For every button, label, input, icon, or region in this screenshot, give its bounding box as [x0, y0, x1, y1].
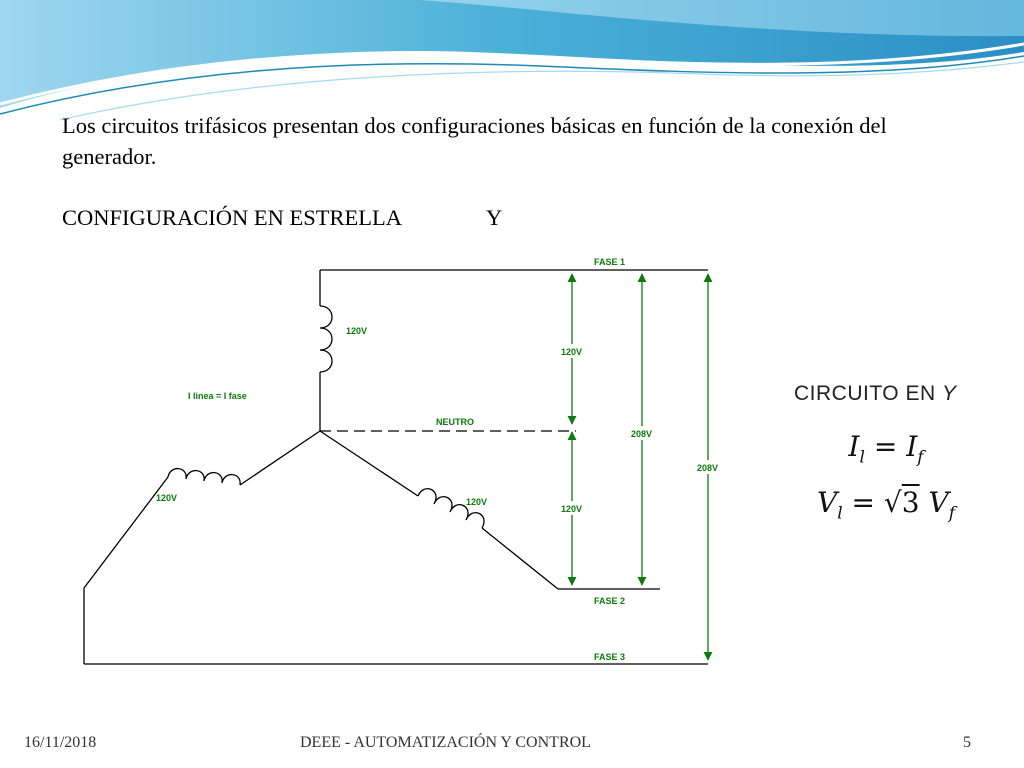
f1-lhs: I — [848, 430, 860, 463]
label-fase2: FASE 2 — [594, 596, 626, 606]
label-fase1: FASE 1 — [594, 257, 626, 267]
label-fase3: FASE 3 — [594, 652, 626, 662]
footer-date: 16/11/2018 — [24, 734, 97, 751]
footer-center-text: DEEE - AUTOMATIZACIÓN Y CONTROL — [300, 734, 591, 751]
f2-lhs-sub: l — [837, 503, 843, 524]
label-coil-right: 120V — [466, 497, 488, 507]
formula-heading — [794, 382, 956, 406]
label-current-relation: I linea = I fase — [188, 391, 247, 401]
wire-center-left — [240, 431, 320, 485]
coil-top — [320, 306, 332, 372]
intro-text: Los circuitos trifásicos presentan dos configuraciones básicas en función de la conexión del generador. — [62, 113, 887, 169]
label-coil-left: 120V — [156, 493, 178, 503]
star-circuit-diagram — [62, 248, 768, 674]
f2-lhs: V — [816, 486, 838, 519]
label-coil-top: 120V — [346, 326, 368, 336]
coil-right — [418, 489, 484, 528]
config-symbol: Y — [486, 205, 503, 230]
footer-page-number: 5 — [963, 734, 971, 751]
label-v-lower: 120V — [561, 504, 583, 514]
f1-rhs: I — [906, 430, 918, 463]
formula-heading-text: CIRCUITO EN — [794, 382, 936, 405]
f2-root: 3 — [901, 486, 920, 519]
label-neutro: NEUTRO — [436, 417, 474, 427]
wire-center-right — [320, 431, 418, 496]
formula-voltage-relation: $V_l = √3$ $V_f$ — [816, 486, 956, 524]
label-v-mid: 208V — [631, 429, 653, 439]
wire-right-down — [482, 528, 558, 589]
label-v-upper: 120V — [561, 347, 583, 357]
formula-current-relation: $I_l = I_f$ — [848, 430, 924, 468]
coil-left — [168, 469, 240, 485]
formula-card — [784, 374, 988, 540]
f1-lhs-sub: l — [859, 447, 865, 468]
config-title: CONFIGURACIÓN EN ESTRELLA — [62, 205, 402, 230]
formula-heading-symbol: Y — [941, 382, 957, 405]
f2-rhs: V — [928, 486, 949, 519]
sqrt-symbol: √3 — [883, 486, 920, 519]
label-v-outer: 208V — [697, 463, 719, 473]
f2-rhs-sub: f — [948, 503, 956, 524]
f1-rhs-sub: f — [917, 447, 924, 468]
